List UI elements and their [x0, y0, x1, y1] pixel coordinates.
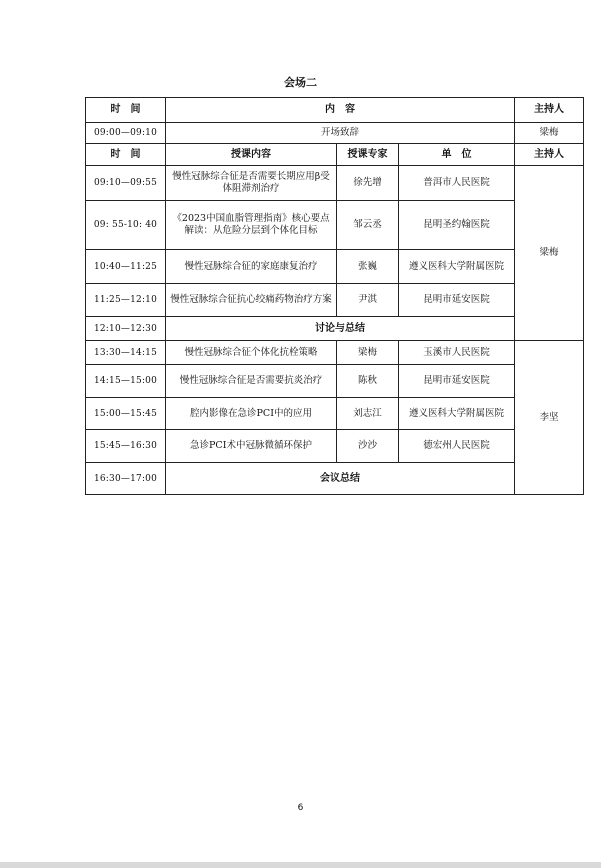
row-topic: 慢性冠脉综合征的家庭康复治疗 — [166, 250, 337, 284]
row-speaker: 尹淇 — [337, 284, 399, 317]
header-time: 时 间 — [86, 98, 166, 123]
row-speaker: 徐先增 — [337, 166, 399, 201]
table-row — [86, 250, 584, 284]
row-speaker: 刘志江 — [337, 398, 399, 430]
subheader-host: 主持人 — [515, 144, 584, 166]
row-speaker: 邹云丞 — [337, 201, 399, 250]
header-row — [86, 98, 584, 123]
table-row — [86, 341, 584, 365]
table-row — [86, 166, 584, 201]
row-speaker: 梁梅 — [337, 341, 399, 365]
table-row — [86, 284, 584, 317]
row-unit: 昆明市延安医院 — [399, 365, 515, 398]
row-time: 15:45—16:30 — [86, 430, 166, 463]
closing-content: 会议总结 — [166, 463, 515, 495]
row-time: 15:00—15:45 — [86, 398, 166, 430]
row-topic: 慢性冠脉综合征抗心绞痛药物治疗方案 — [166, 284, 337, 317]
row-time: 11:25—12:10 — [86, 284, 166, 317]
page-number: 6 — [297, 803, 304, 813]
row-unit: 普洱市人民医院 — [399, 166, 515, 201]
row-unit: 昆明圣约翰医院 — [399, 201, 515, 250]
closing-time: 16:30—17:00 — [86, 463, 166, 495]
row-time: 10:40—11:25 — [86, 250, 166, 284]
row-unit: 德宏州人民医院 — [399, 430, 515, 463]
subheader-unit: 单 位 — [399, 144, 515, 166]
subheader-time: 时 间 — [86, 144, 166, 166]
row-unit: 昆明市延安医院 — [399, 284, 515, 317]
closing-row — [86, 463, 584, 495]
block1-host: 梁梅 — [515, 166, 584, 341]
schedule-table — [85, 97, 584, 495]
row-topic: 急诊PCI术中冠脉微循环保护 — [166, 430, 337, 463]
table-row — [86, 365, 584, 398]
row-speaker: 张巍 — [337, 250, 399, 284]
table-row — [86, 398, 584, 430]
row-unit: 遵义医科大学附属医院 — [399, 250, 515, 284]
row-topic: 慢性冠脉综合征是否需要抗炎治疗 — [166, 365, 337, 398]
row-time: 14:15—15:00 — [86, 365, 166, 398]
header-content: 内 容 — [166, 98, 515, 123]
session-title: 会场二 — [284, 76, 317, 89]
opening-time: 09:00—09:10 — [86, 123, 166, 144]
row-speaker: 陈秋 — [337, 365, 399, 398]
block2-host: 李坚 — [515, 341, 584, 495]
discussion-row — [86, 317, 584, 341]
subheader-speaker: 授课专家 — [337, 144, 399, 166]
opening-row — [86, 123, 584, 144]
row-topic: 慢性冠脉综合征是否需要长期应用β受体阻滞剂治疗 — [166, 166, 337, 201]
row-topic: 腔内影像在急诊PCI中的应用 — [166, 398, 337, 430]
opening-host: 梁梅 — [515, 123, 584, 144]
table-row — [86, 201, 584, 250]
row-topic: 慢性冠脉综合征个体化抗栓策略 — [166, 341, 337, 365]
row-time: 09:10—09:55 — [86, 166, 166, 201]
discussion-content: 讨论与总结 — [166, 317, 515, 341]
subheader-topic: 授课内容 — [166, 144, 337, 166]
page-bottom-bar — [0, 862, 601, 868]
row-unit: 玉溪市人民医院 — [399, 341, 515, 365]
row-topic: 《2023中国血脂管理指南》核心要点解读：从危险分层到个体化目标 — [166, 201, 337, 250]
opening-content: 开场致辞 — [166, 123, 515, 144]
row-speaker: 沙沙 — [337, 430, 399, 463]
discussion-time: 12:10—12:30 — [86, 317, 166, 341]
subheader-row — [86, 144, 584, 166]
row-time: 13:30—14:15 — [86, 341, 166, 365]
row-unit: 遵义医科大学附属医院 — [399, 398, 515, 430]
header-host: 主持人 — [515, 98, 584, 123]
table-row — [86, 430, 584, 463]
row-time: 09: 55-10: 40 — [86, 201, 166, 250]
